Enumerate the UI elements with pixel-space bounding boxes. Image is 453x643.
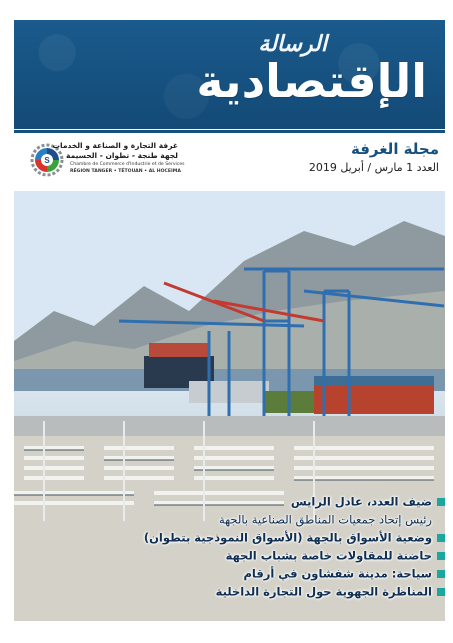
masthead-title: الإقتصادية: [196, 54, 427, 108]
bullet-square-icon: [437, 570, 445, 578]
headline-text: وضعية الأسواق بالجهة (الأسواق النموذجية بتطوان): [143, 530, 432, 545]
issue-date: العدد 1 مارس / أبريل 2019: [308, 161, 439, 174]
masthead: [14, 20, 445, 129]
headline-item[interactable]: [15, 545, 445, 563]
chamber-french-region: RÉGION TANGER • TÉTOUAN • AL HOCEIMA: [70, 169, 181, 174]
masthead-subtitle: الرسالة: [258, 32, 327, 57]
bullet-square-icon: [437, 552, 445, 560]
headline-text: رئيس إتحاد جمعيات المناطق الصناعية بالجهة: [218, 512, 432, 527]
bullet-square-icon: [437, 534, 445, 542]
headline-item[interactable]: [15, 563, 445, 581]
cover-headlines: [15, 491, 445, 599]
headline-text: سياحة: مدينة شفشاون في أرقام: [243, 566, 432, 581]
headline-text: حاضنة للمقاولات خاصة بشباب الجهة: [225, 548, 432, 563]
headline-text: المناظرة الجهوية حول التجارة الداخلية: [215, 584, 432, 599]
bullet-square-icon: [437, 588, 445, 596]
chamber-french-name: Chambre de Commerce d'Industrie et de Services: [70, 162, 185, 167]
chamber-logo: [30, 141, 185, 185]
masthead-rule: [14, 130, 445, 133]
magazine-name: مجلة الغرفة: [350, 140, 439, 158]
headline-item[interactable]: [15, 581, 445, 599]
headline-item[interactable]: [15, 491, 445, 509]
headline-item[interactable]: [15, 509, 445, 527]
bullet-square-icon: [437, 498, 445, 506]
svg-text:S: S: [44, 156, 50, 165]
chamber-arabic-name: غرفة التجارة و الصناعة و الخدمات: [52, 141, 178, 150]
headline-text: ضيف العدد، عادل الرايس: [290, 494, 432, 509]
chamber-arabic-region: لجهة طنجة - تطوان - الحسيمة: [66, 151, 178, 160]
headline-item[interactable]: [15, 527, 445, 545]
